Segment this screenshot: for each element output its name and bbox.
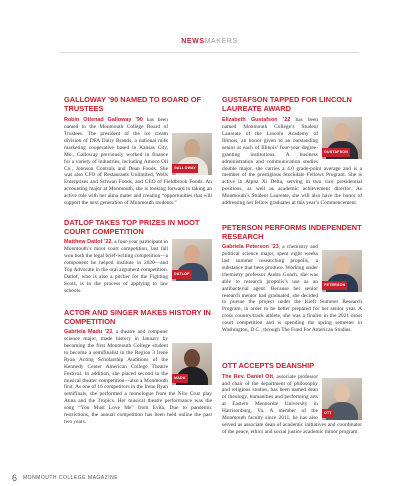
magazine-name: MONMOUTH COLLEGE MAGAZINE — [23, 475, 119, 481]
article-body: MADU Gabriela Madu ’23, a theatre and computer science major, made history in January by becoming the first Monmouth College student to become a semifinalist in the Region 3 Irene Ryan Acting Scholarship Auditions of the Kennedy Center American College Theatre Festival. In addition, she placed second in the musical theater competition—also a Monmouth first. As one of 16 competitors in the Irene Ryan semifinals, she performed a monologue from the Nilo Cruz play Anna and the Tropics. Her musical theatre performance was the song “You Must Love Me” from Evita. Due to pandemic restrictions, the annual competition has been held online the past two years. — [64, 329, 212, 425]
portrait-photo — [172, 343, 212, 385]
article-galloway — [64, 96, 212, 207]
article-headline: OTT ACCEPTS DEANSHIP — [222, 361, 315, 370]
masthead-news: NEWS — [181, 38, 205, 45]
article-headline: ACTOR AND SINGER MAKES HISTORY IN COMPETITION — [64, 308, 211, 326]
lead-name: Robin Ottenad Galloway ’90 — [64, 117, 143, 124]
photo-caption-tag: GALLOWAY — [172, 164, 198, 173]
masthead-makers: MAKERS — [204, 38, 238, 45]
article-ott — [222, 362, 362, 436]
lead-name: Gabriela Madu ’23 — [64, 329, 113, 336]
photo-caption-tag: MADU — [172, 374, 188, 383]
article-headline: DATLOF TAKES TOP PRIZES IN MOOT COURT COMPETITION — [64, 218, 200, 236]
portrait-photo — [322, 250, 362, 292]
portrait-photo — [172, 133, 212, 175]
article-headline: PETERSON PERFORMS INDEPENDENT RESEARCH — [222, 223, 362, 241]
article-body: GUSTAFSON Elizabeth Gustafson ’22 has been named Monmouth College’s Student Laureate of the Lincoln Academy of Illinois, an honor given to an outstanding senior at each of Illinois’ four-year degree-granting institutions. A business administration and communication studies double major, she carries a 4.0 grade-point average and is a member of the prestigious Stockdale Fellows Program. She is active in Alpha Xi Delta, serving in two vice presidential positions, as well as academic achievement director. As Monmouth’s Student Laureate, she will also have the honor of addressing her fellow graduates at this year’s Commencement. — [222, 117, 362, 207]
masthead-rule — [60, 52, 359, 53]
lead-name: Gabriela Peterson ’23 — [222, 244, 279, 251]
article-body: PETERSON Gabriela Peterson ’23, a chemistry and political science major, spent eight weeks last summer researching propolis, a substance that bees produce. Working under chemistry professor Audra Goach, she was able to research propolis’s use as an antibacterial agent. Because her senior research mentor had graduated, she decided to pursue the project under the Kieft Summer Research Program, in order to be better prepared for her senior year. A cross country/track athlete, she was a finalist in the 2021 moot court competition and is spending the spring semester in Washington, D.C., through The Fund For American Studies. — [222, 244, 362, 334]
portrait-photo — [322, 117, 362, 159]
article-body: OTT The Rev. Daniel Ott, associate professor and chair of the department of philosophy and religious studies, has been named dean of theology, humanities and performing arts at Eastern Mennonite University in Harrisonburg, Va. A member of the Monmouth faculty since 2011, he has also served as associate dean of academic initiatives and coordinator of the peace, ethics and social justice academic minor program. — [222, 373, 362, 435]
lead-name: Elizabeth Gustafson ’22 — [222, 117, 291, 124]
photo-caption-tag: OTT — [322, 409, 334, 418]
page-number: 6 — [12, 473, 18, 483]
article-body: GALLOWAY Robin Ottenad Galloway ’90 has been named to the Monmouth College Board of Trustees. The president of the ice cream division of DFA Dairy Brands, a national milk marketing cooperative based in Kansas City, Mo., Galloway previously worked in finance for a variety of industries, including Amoco Oil Co., Johnson Controls and Dean Foods. She was also CFO of Restaurants Unlimited, Wells Enterprises and Schwan Foods, and CEO of Fieldbrook Foods. An accounting major at Monmouth, she is looking forward to taking an active role with her alma mater and creating “opportunities that will support the next generation of Monmouth students.” — [64, 117, 212, 207]
photo-caption-tag: DATLOF — [172, 270, 192, 279]
page-footer — [12, 468, 118, 486]
article-peterson — [222, 224, 362, 334]
lead-name: Matthew Datlof ’22 — [64, 239, 112, 246]
portrait-photo — [172, 239, 212, 281]
article-headline: GALLOWAY ’90 NAMED TO BOARD OF TRUSTEES — [64, 95, 202, 113]
article-headline: GUSTAFSON TAPPED FOR LINCOLN LAUREATE AWARD — [222, 95, 352, 113]
section-masthead — [0, 38, 419, 45]
article-gustafson — [222, 96, 362, 207]
photo-caption-tag: PETERSON — [322, 281, 347, 290]
portrait-photo — [322, 378, 362, 420]
lead-name: The Rev. Daniel Ott — [222, 373, 274, 380]
article-madu — [64, 309, 212, 426]
article-datlof — [64, 219, 212, 294]
article-body: DATLOF Matthew Datlof ’22, a four-year participant in Monmouth’s moot court competition, last fall won both the legal brief-writing competition—a component he helped institute in 2020—and Top Advocate in the oral argument competition. Datlof, who is also a pitcher for the Fighting Scots, is in the process of applying to law schools. — [64, 239, 212, 294]
photo-caption-tag: GUSTAFSON — [322, 148, 350, 157]
